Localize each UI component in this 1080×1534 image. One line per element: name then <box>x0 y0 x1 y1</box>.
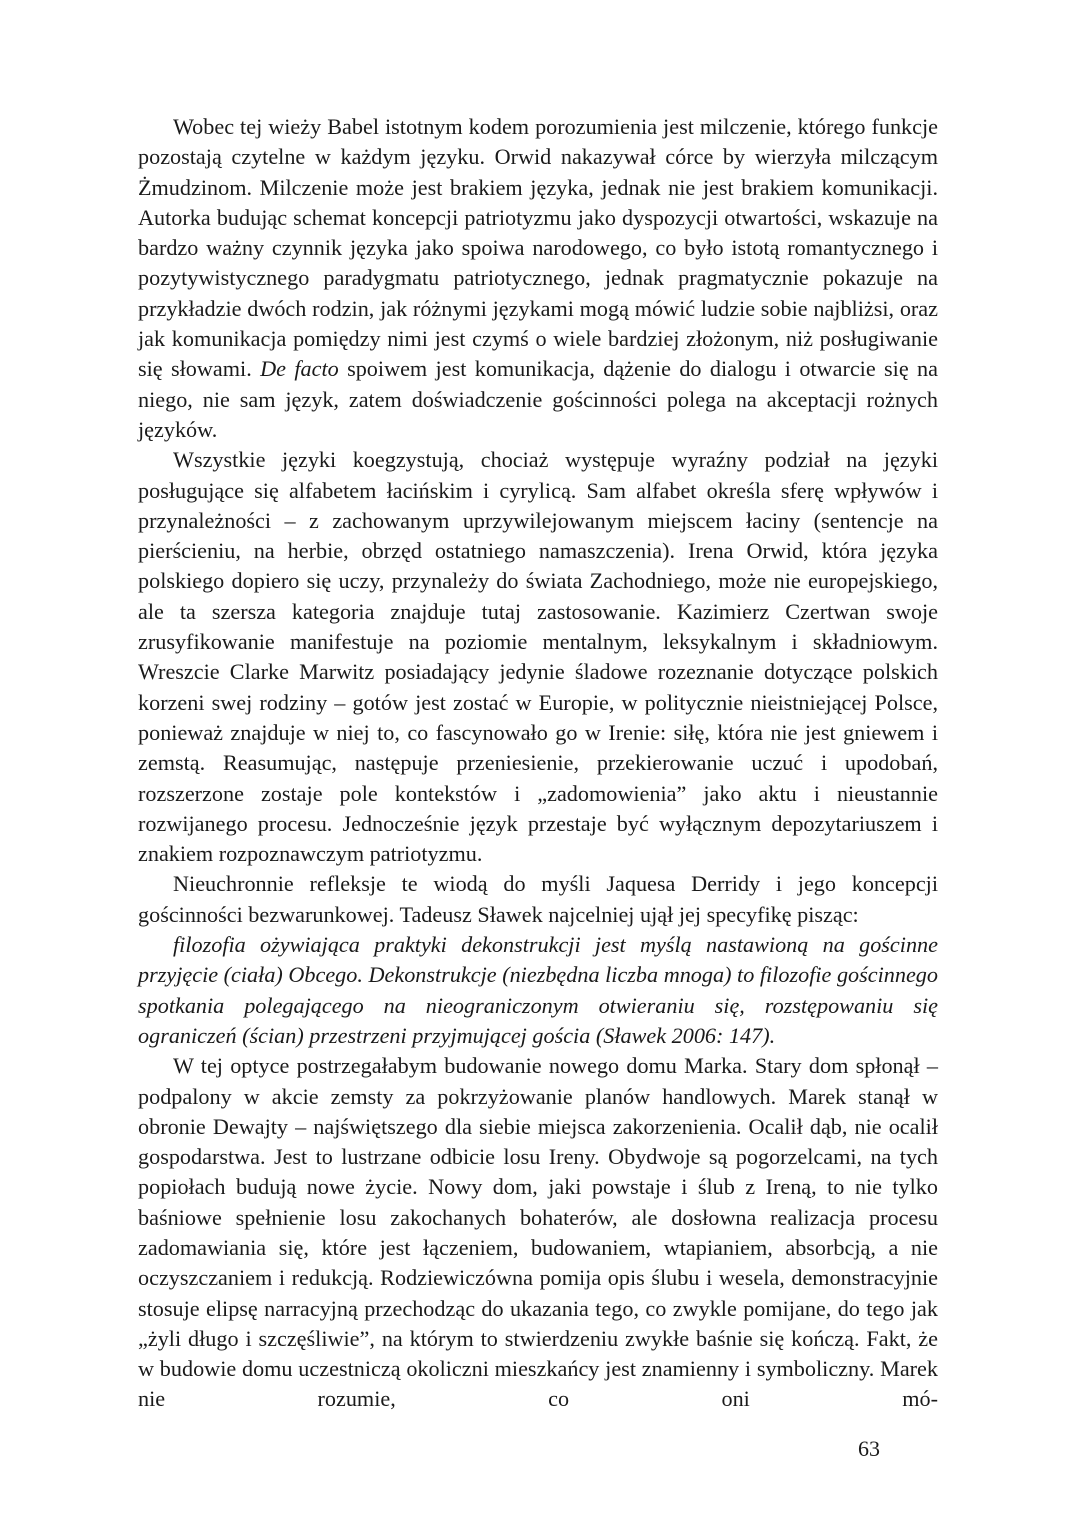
body-text <box>138 112 938 1415</box>
page-number: 63 <box>858 1436 880 1461</box>
block-quote: filozofia ożywiająca praktyki dekonstrukcji jest myślą nastawioną na gościnne przyjęcie (ciała) Obcego. Dekonstrukcje (niezbędna liczba mnoga) to filozofie gościnnego spotkania polegającego na nieograniczonym otwieraniu się, rozstępowaniu się ograniczeń (ścian) przestrzeni przyjmującej gościa (Sławek 2006: 147). <box>138 932 938 1048</box>
paragraph-1-italic-phrase: De facto <box>260 356 339 382</box>
paragraph-1-text-a: Wobec tej wieży Babel istotnym kodem porozumienia jest milczenie, którego funkcje pozostają czytelne w każdym języku. Orwid nakazywał córce by wierzyła milczącym Żmudzinom. Milczenie może jest brakiem języka, jednak nie jest brakiem komunikacji. Autorka budując schemat koncepcji patriotyzmu jako dyspozycji otwartości, wskazuje na bardzo ważny czynnik języka jako spoiwa narodowego, co było istotą romantycznego i pozytywistycznego paradygmatu patriotycznego, jednak pragmatycznie pokazuje na przykładzie dwóch rodzin, jak różnymi językami mogą mówić ludzie sobie najbliżsi, oraz jak komunikacja pomiędzy nimi jest czymś o wiele bardziej złożonym, niż posługiwanie się słowami. <box>138 114 938 382</box>
paragraph-4: W tej optyce postrzegałabym budowanie nowego domu Marka. Stary dom spłonął – podpalony w akcie zemsty za pokrzyżowanie planów handlowych. Marek stanął w obronie Dewajty – najświętszego dla siebie miejsca zakorzenienia. Ocalił dąb, nie ocalił gospodarstwa. Jest to lustrzane odbicie losu Ireny. Obydwoje są pogorzelcami, na tych popiołach budują nowe życie. Nowy dom, jaki powstaje i ślub z Ireną, to nie tylko baśniowe spełnienie losu zakochanych bohaterów, ale dosłowna realizacja procesu zadomawiania się, które jest łączeniem, budowaniem, wtapianiem, absorbcją, a nie oczyszczaniem i redukcją. Rodziewiczówna pomija opis ślubu i wesela, demonstracyjnie stosuje elipsę narracyjną przechodząc do ukazania tego, co zwykle pomijane, do tego jak „żyli długo i szczęśliwie”, na którym to stwierdzeniu zwykłe baśnie się kończą. Fakt, że w budowie domu uczestniczą okoliczni mieszkańcy jest znamienny i symboliczny. Marek nie rozumie, co oni mó- <box>138 1053 938 1412</box>
paragraph-2: Wszystkie języki koegzystują, chociaż występuje wyraźny podział na języki posługujące się alfabetem łacińskim i cyrylicą. Sam alfabet określa sferę wpływów i przynależności – z zachowanym uprzywilejowanym miejscem łaciny (sentencje na pierścieniu, na herbie, obrzęd ostatniego namaszczenia). Irena Orwid, która języka polskiego dopiero się uczy, przynależy do świata Zachodniego, może nie europejskiego, ale ta szersza kategoria znajduje tutaj zastosowanie. Kazimierz Czertwan swoje zrusyfikowanie manifestuje na poziomie mentalnym, leksykalnym i składniowym. Wreszcie Clarke Marwitz posiadający jedynie śladowe rozeznanie dotyczące polskich korzeni swej rodziny – gotów jest zostać w Europie, w politycznie nieistniejącej Polsce, ponieważ znajduje w niej to, co fascynowało go w Irenie: siłę, która nie jest gniewem i zemstą. Reasumując, następuje przeniesienie, przekierowanie uczuć i upodobań, rozszerzone zostaje pole kontekstów i „zadomowienia” jako aktu i nieustannie rozwijanego procesu. Jednocześnie język przestaje być wyłącznym depozytariuszem i znakiem rozpoznawczym patriotyzmu. <box>138 447 938 867</box>
paragraph-3: Nieuchronnie refleksje te wiodą do myśli Jaquesa Derridy i jego koncepcji gościnności bezwarunkowej. Tadeusz Sławek najcelniej ujął jej specyfikę pisząc: <box>138 871 938 927</box>
paragraph-1 <box>138 112 938 445</box>
paragraph-1-text-b: spoiwem jest komunikacja, dążenie do dialogu i otwarcie się na niego, nie sam język, zatem doświadczenie gościnności polega na akceptacji rożnych języków. <box>138 356 938 442</box>
